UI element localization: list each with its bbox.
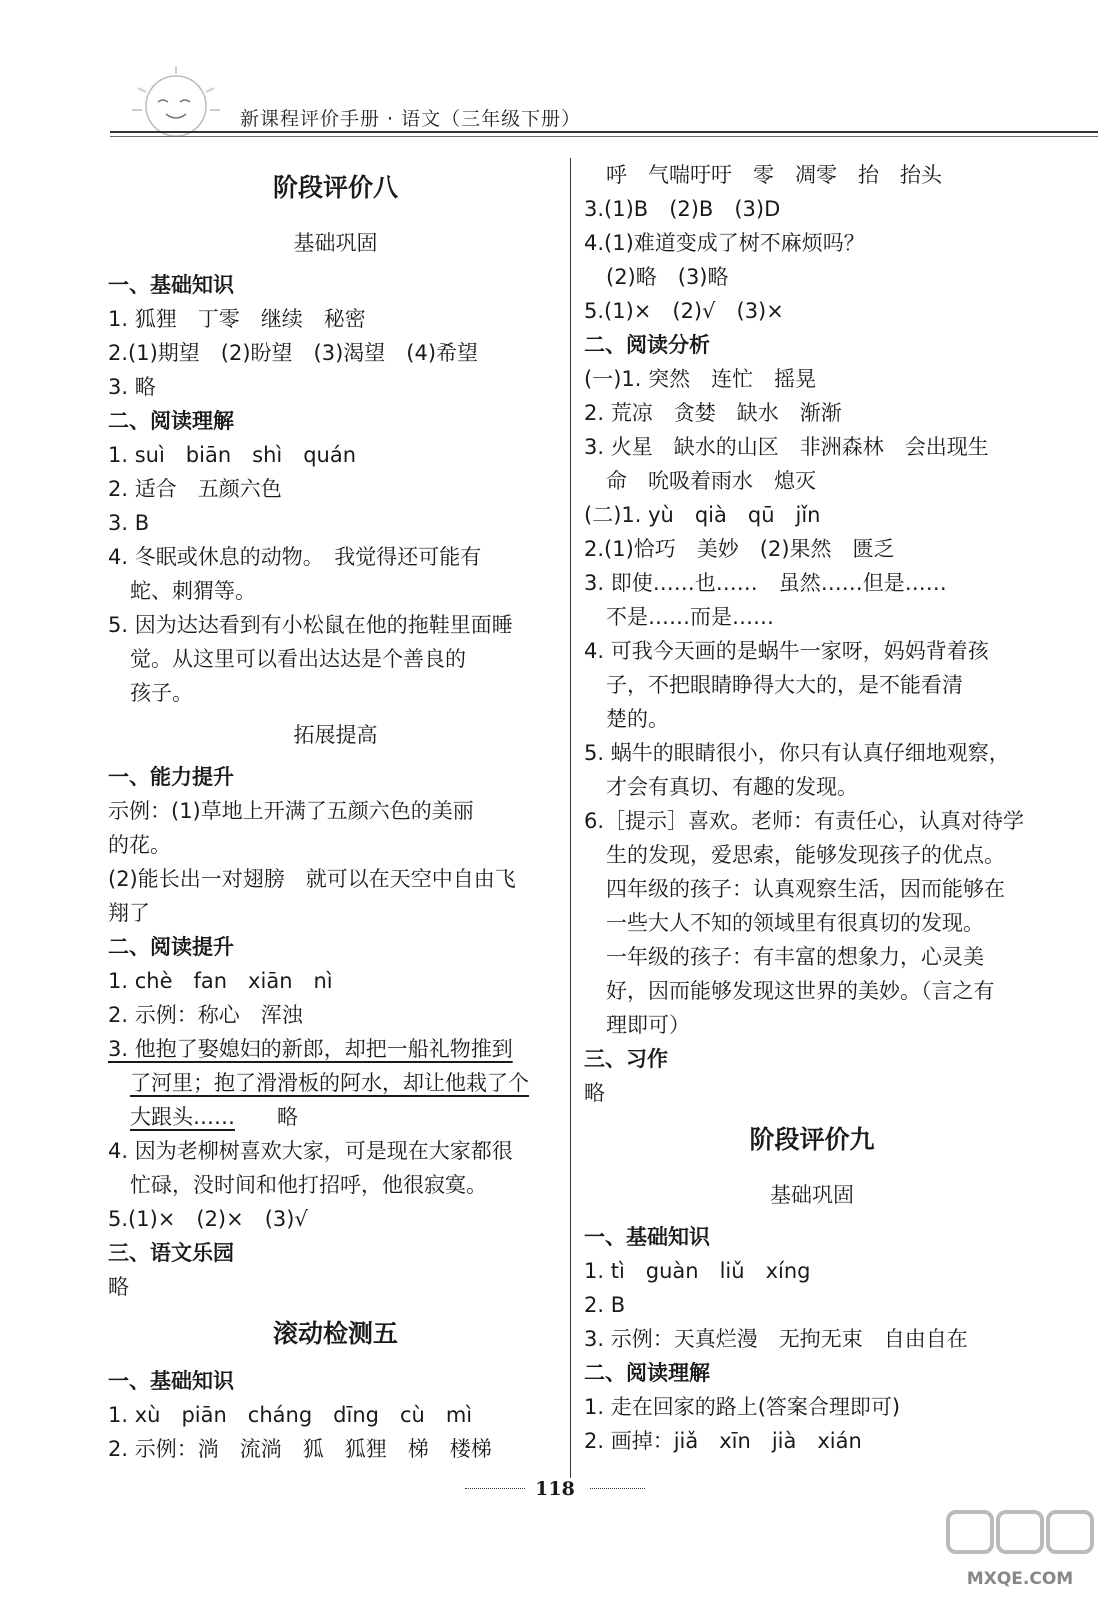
heading: 二、阅读提升 <box>108 935 234 959</box>
answer-line: 子，不把眼睛睁得大大的，是不能看清 <box>606 673 963 697</box>
heading: 二、阅读理解 <box>108 409 234 433</box>
answer-line: 呼 气喘吁吁 零 凋零 抬 抬头 <box>606 163 942 187</box>
answer-line: 5.(1)× (2)× (3)√ <box>108 1207 308 1231</box>
answer-line: 3.(1)B (2)B (3)D <box>584 197 781 221</box>
answer-line: 1. chè fan xiān nì <box>108 969 333 993</box>
left-column <box>108 158 563 1466</box>
answer-line: 4.(1)难道变成了树不麻烦吗？ <box>584 231 865 255</box>
answer-line: 3. 火星 缺水的山区 非洲森林 会出现生 <box>584 435 989 459</box>
answer-line: (一)1. 突然 连忙 摇晃 <box>584 367 817 391</box>
answer-line: 5.(1)× (2)√ (3)× <box>584 299 784 323</box>
answer-line: 一年级的孩子：有丰富的想象力，心灵美 <box>606 945 984 969</box>
answer-line: 6.［提示］喜欢。老师：有责任心，认真对待学 <box>584 809 1025 833</box>
answer-line: 2. 适合 五颜六色 <box>108 477 282 501</box>
answer-text: 略 <box>277 1105 298 1129</box>
answer-line: 3. 略 <box>108 375 156 399</box>
answer-line: 才会有真切、有趣的发现。 <box>606 775 858 799</box>
answer-line: 3. 示例：天真烂漫 无拘无束 自由自在 <box>584 1327 968 1351</box>
section-title: 阶段评价九 <box>749 1125 875 1154</box>
answer-line: 5. 因为达达看到有小松鼠在他的拖鞋里面睡 <box>108 613 513 637</box>
answer-line: 四年级的孩子：认真观察生活，因而能够在 <box>606 877 1005 901</box>
subsection-title: 基础巩固 <box>770 1183 854 1207</box>
watermark-text: MXQE.COM <box>966 1569 1074 1589</box>
section-title: 滚动检测五 <box>272 1319 398 1348</box>
answer-line: 不是……而是…… <box>606 605 774 629</box>
answer-line: 楚的。 <box>606 707 669 731</box>
answer-line <box>108 1100 563 1134</box>
answer-line: 略 <box>108 1275 129 1299</box>
right-column <box>584 158 1040 1458</box>
answer-line: 1. 狐狸 丁零 继续 秘密 <box>108 307 366 331</box>
underlined-text: 大跟头…… <box>130 1105 235 1129</box>
heading: 一、基础知识 <box>108 273 234 297</box>
answer-line: 1. suì biān shì quán <box>108 443 357 467</box>
answer-line: 3. B <box>108 511 150 535</box>
answer-line: 4. 因为老柳树喜欢大家，可是现在大家都很 <box>108 1139 513 1163</box>
answer-line: 生的发现，爱思索，能够发现孩子的优点。 <box>606 843 1005 867</box>
answer-line: 示例：(1)草地上开满了五颜六色的美丽 <box>108 799 474 823</box>
answer-line: 孩子。 <box>130 681 193 705</box>
answer-line: 4. 冬眠或休息的动物。 我觉得还可能有 <box>108 545 482 569</box>
answer-line: (二)1. yù qià qū jǐn <box>584 503 821 527</box>
answer-line: (2)能长出一对翅膀 就可以在天空中自由飞 <box>108 867 516 891</box>
answer-line: 2.(1)期望 (2)盼望 (3)渴望 (4)希望 <box>108 341 479 365</box>
answer-line: 的花。 <box>108 833 171 857</box>
sun-illustration-icon <box>118 58 238 138</box>
answer-line: 理即可） <box>606 1013 690 1037</box>
heading: 三、习作 <box>584 1047 668 1071</box>
answer-line: 2. 示例：称心 浑浊 <box>108 1003 303 1027</box>
answer-line: 翔了 <box>108 901 150 925</box>
answer-line: 2. B <box>584 1293 626 1317</box>
answer-line: 1. tì guàn liǔ xíng <box>584 1259 811 1283</box>
section-title: 阶段评价八 <box>272 173 398 202</box>
heading: 一、基础知识 <box>108 1369 234 1393</box>
watermark-logo-icon <box>940 1506 1100 1596</box>
answer-line: (2)略 (3)略 <box>606 265 729 289</box>
answer-line: 2. 画掉：jiǎ xīn jià xián <box>584 1429 862 1453</box>
header-rule-thin <box>110 136 1098 137</box>
page-number: 118 <box>535 1478 575 1500</box>
answer-line: 命 吮吸着雨水 熄灭 <box>606 469 816 493</box>
answer-line: 好，因而能够发现这世界的美妙。（言之有 <box>606 979 995 1003</box>
answer-line: 1. 走在回家的路上(答案合理即可) <box>584 1395 901 1419</box>
answer-line: 了河里；抱了滑滑板的阿水，却让他栽了个 <box>130 1071 529 1095</box>
answer-line: 4. 可我今天画的是蜗牛一家呀，妈妈背着孩 <box>584 639 989 663</box>
header-rule <box>110 131 1098 133</box>
answer-line: 略 <box>584 1081 605 1105</box>
heading: 三、语文乐园 <box>108 1241 234 1265</box>
answer-line: 5. 蜗牛的眼睛很小，你只有认真仔细地观察， <box>584 741 1010 765</box>
answer-line: 蛇、刺猬等。 <box>130 579 256 603</box>
footer-ornament-right <box>590 1488 645 1489</box>
answer-line: 2. 荒凉 贪婪 缺水 渐渐 <box>584 401 842 425</box>
answer-line: 2.(1)恰巧 美妙 (2)果然 匮乏 <box>584 537 895 561</box>
subsection-title: 拓展提高 <box>293 723 378 747</box>
heading: 二、阅读分析 <box>584 333 710 357</box>
column-divider <box>570 158 571 1478</box>
answer-line: 1. xù piān cháng dīng cù mì <box>108 1403 473 1427</box>
subsection-title: 基础巩固 <box>293 231 378 255</box>
heading: 一、能力提升 <box>108 765 234 789</box>
page-header <box>0 0 1111 140</box>
answer-line: 忙碌，没时间和他打招呼，他很寂寞。 <box>130 1173 487 1197</box>
footer-ornament-left <box>465 1488 525 1489</box>
answer-line: 2. 示例：淌 流淌 狐 狐狸 梯 楼梯 <box>108 1437 492 1461</box>
answer-line: 一些大人不知的领域里有很真切的发现。 <box>606 911 984 935</box>
heading: 一、基础知识 <box>584 1225 710 1249</box>
book-title: 新课程评价手册 · 语文（三年级下册） <box>240 108 582 130</box>
heading: 二、阅读理解 <box>584 1361 710 1385</box>
answer-line: 3. 他抱了娶媳妇的新郎，却把一船礼物推到 <box>108 1037 513 1061</box>
answer-line: 觉。从这里可以看出达达是个善良的 <box>130 647 466 671</box>
answer-line: 3. 即使……也…… 虽然……但是…… <box>584 571 947 595</box>
